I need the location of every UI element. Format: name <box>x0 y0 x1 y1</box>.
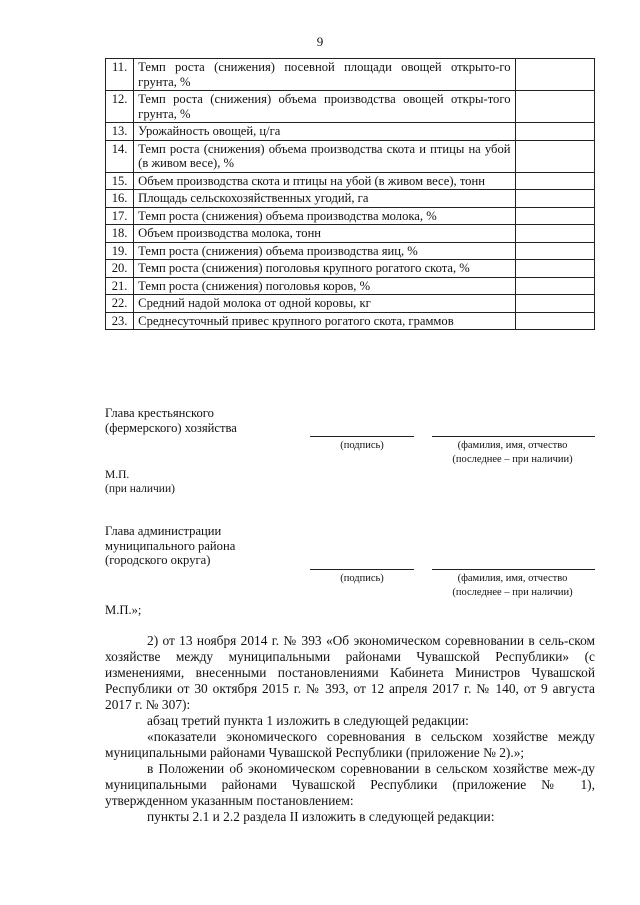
table-row <box>106 312 595 330</box>
farm-stamp-label: М.П. <box>105 469 130 481</box>
indicator-label: Урожайность овощей, ц/га <box>134 123 515 141</box>
indicator-value-cell <box>515 295 595 313</box>
table-row <box>106 190 595 208</box>
table-row <box>106 242 595 260</box>
indicator-value-cell <box>515 312 595 330</box>
admin-head-signature-caption: (подпись) <box>340 573 384 584</box>
indicator-label: Объем производства молока, тонн <box>134 225 515 243</box>
indicator-value-cell <box>515 59 595 91</box>
admin-stamp-label: М.П.»; <box>105 603 142 617</box>
indicators-table-body <box>106 59 595 330</box>
page-number: 9 <box>316 34 324 49</box>
farm-head-name-caption-line1: (фамилия, имя, отчество <box>457 440 568 451</box>
table-row <box>106 295 595 313</box>
indicator-value-cell <box>515 277 595 295</box>
table-row <box>106 277 595 295</box>
row-number: 19. <box>106 242 134 260</box>
table-row <box>106 172 595 190</box>
row-number: 13. <box>106 123 134 141</box>
indicator-label: Темп роста (снижения) поголовья крупного рогатого скота, % <box>134 260 515 278</box>
row-number: 12. <box>106 91 134 123</box>
indicator-label: Темп роста (снижения) объема производства скота и птицы на убой (в живом весе), % <box>134 140 515 172</box>
admin-head-title-line3: (городского округа) <box>105 553 211 567</box>
admin-head-title-line2: муниципального района <box>105 538 236 553</box>
row-number: 14. <box>106 140 134 172</box>
indicator-value-cell <box>515 207 595 225</box>
indicator-label: Темп роста (снижения) объема производства овощей откры-того грунта, % <box>134 91 515 123</box>
indicator-label: Темп роста (снижения) посевной площади овощей открыто-го грунта, % <box>134 59 515 91</box>
indicator-label: Темп роста (снижения) поголовья коров, % <box>134 277 515 295</box>
row-number: 15. <box>106 172 134 190</box>
row-number: 21. <box>106 277 134 295</box>
admin-head-name-caption <box>425 572 600 600</box>
table-row <box>106 260 595 278</box>
farm-head-title <box>105 406 237 435</box>
table-row <box>106 225 595 243</box>
admin-head-signature-line <box>310 569 414 570</box>
amendment-paragraph-4: в Положении об экономическом соревновании в сельском хозяйстве меж-ду муниципальными районами Чувашской Республики (приложение № 1), утвержденном указанным постановлением: <box>105 761 595 808</box>
row-number: 17. <box>106 207 134 225</box>
farm-head-signature-line <box>310 436 414 437</box>
row-number: 11. <box>106 59 134 91</box>
row-number: 20. <box>106 260 134 278</box>
indicator-value-cell <box>515 190 595 208</box>
farm-head-title-line1: Глава крестьянского <box>105 406 214 420</box>
indicator-label: Среднесуточный привес крупного рогатого скота, граммов <box>134 312 515 330</box>
indicator-value-cell <box>515 260 595 278</box>
indicator-label: Площадь сельскохозяйственных угодий, га <box>134 190 515 208</box>
admin-head-name-caption-line2: (последнее – при наличии) <box>452 587 573 598</box>
farm-head-name-caption-line2: (последнее – при наличии) <box>452 454 573 465</box>
table-row <box>106 59 595 91</box>
indicators-table <box>105 58 595 330</box>
indicator-value-cell <box>515 172 595 190</box>
amendment-paragraph-5: пункты 2.1 и 2.2 раздела II изложить в следующей редакции: <box>147 809 495 824</box>
table-row <box>106 91 595 123</box>
indicator-value-cell <box>515 123 595 141</box>
farm-head-name-line <box>432 436 595 437</box>
table-row <box>106 207 595 225</box>
amendment-paragraph-2: абзац третий пункта 1 изложить в следующей редакции: <box>147 713 469 728</box>
admin-head-name-caption-line1: (фамилия, имя, отчество <box>457 573 568 584</box>
amendment-paragraph-1: 2) от 13 ноября 2014 г. № 393 «Об экономическом соревновании в сель-ском хозяйстве между муниципальными районами Чувашской Республики» (с изменениями, внесенными постановлениями Кабинета Министров Чувашской Республики от 30 октября 2015 г. № 393, от 12 апреля 2017 г. № 140, от 9 августа 2017 г. № 307): <box>105 633 595 712</box>
indicator-label: Темп роста (снижения) объема производства молока, % <box>134 207 515 225</box>
row-number: 16. <box>106 190 134 208</box>
indicator-label: Средний надой молока от одной коровы, кг <box>134 295 515 313</box>
amendment-text <box>105 633 595 825</box>
farm-stamp-note <box>105 468 175 496</box>
indicator-value-cell <box>515 225 595 243</box>
amendment-paragraph-3: «показатели экономического соревнования в сельском хозяйстве между муниципальными районами Чувашской Республики (приложение № 2).»; <box>105 729 595 760</box>
indicator-label: Объем производства скота и птицы на убой (в живом весе), тонн <box>134 172 515 190</box>
farm-head-signature-caption: (подпись) <box>340 440 384 451</box>
farm-head-name-caption <box>425 439 600 467</box>
indicator-label: Темп роста (снижения) объема производства яиц, % <box>134 242 515 260</box>
indicator-value-cell <box>515 140 595 172</box>
admin-head-title-line1: Глава администрации <box>105 524 222 538</box>
admin-head-name-line <box>432 569 595 570</box>
indicator-value-cell <box>515 91 595 123</box>
table-row <box>106 140 595 172</box>
row-number: 22. <box>106 295 134 313</box>
farm-head-title-line2: (фермерского) хозяйства <box>105 420 237 435</box>
indicator-value-cell <box>515 242 595 260</box>
row-number: 18. <box>106 225 134 243</box>
farm-stamp-condition: (при наличии) <box>105 483 175 495</box>
admin-head-title <box>105 524 235 568</box>
table-row <box>106 123 595 141</box>
row-number: 23. <box>106 312 134 330</box>
